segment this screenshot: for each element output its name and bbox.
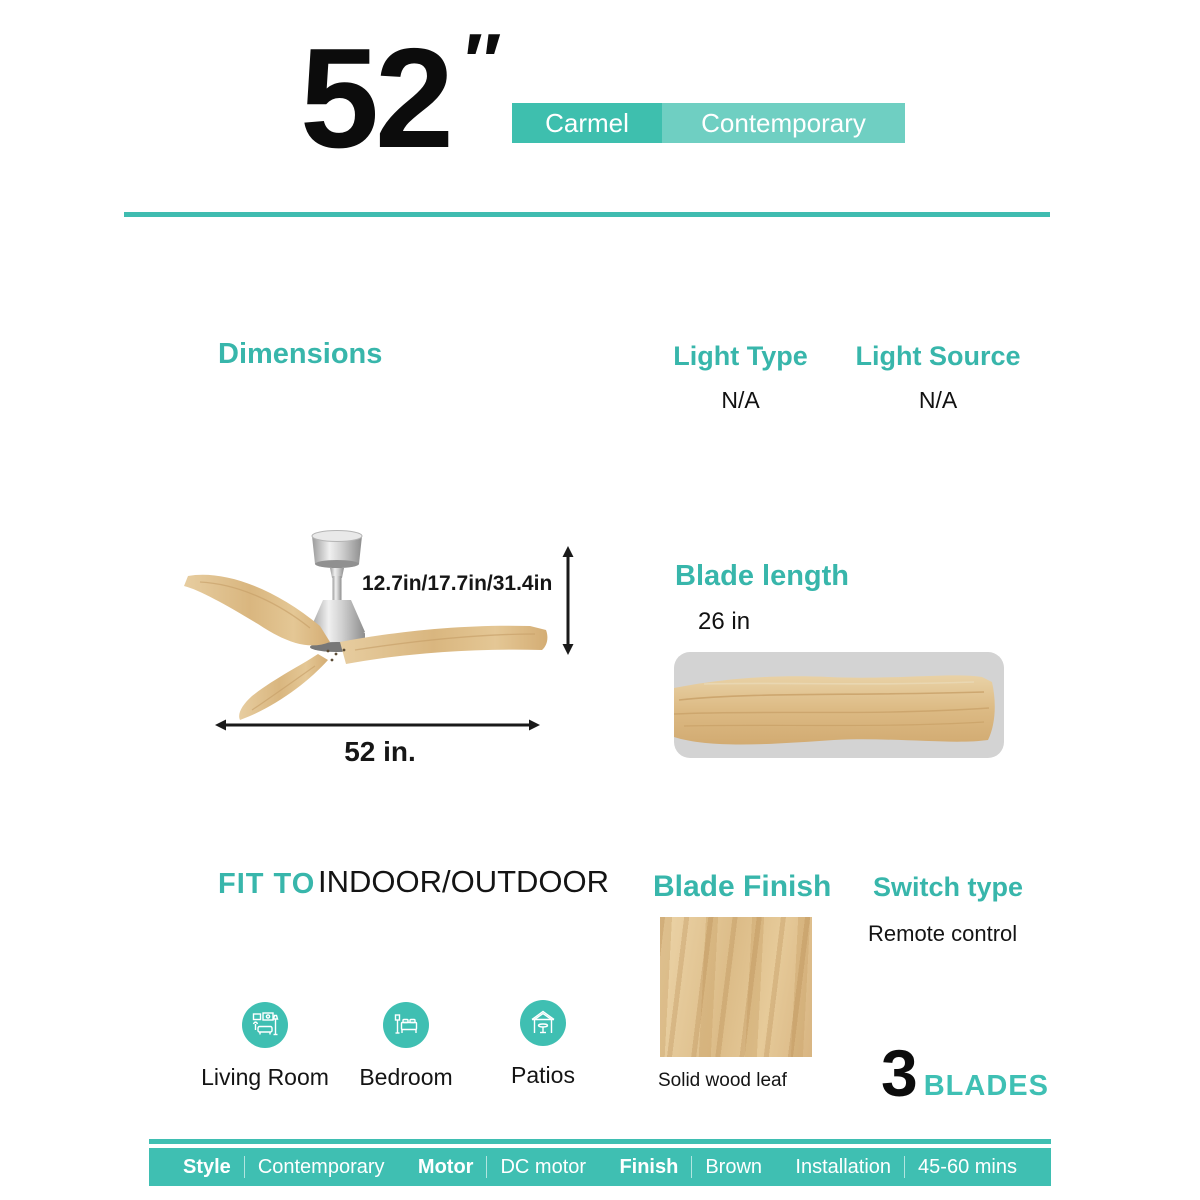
light-type-spec (658, 341, 823, 414)
footer-divider (691, 1156, 692, 1178)
footer-spec-bar (149, 1148, 1051, 1186)
living-room-icon (242, 1002, 288, 1048)
switch-type-value: Remote control (868, 921, 1018, 946)
patio-icon (520, 1000, 566, 1046)
size-number: 52 (300, 19, 450, 178)
footer-finish (619, 1156, 762, 1179)
light-type-value: N/A (721, 387, 760, 413)
blade-photo (674, 652, 1004, 758)
light-source-value: N/A (918, 387, 958, 413)
header-divider (124, 212, 1050, 217)
footer-finish-value: Brown (705, 1155, 763, 1178)
inch-mark: ″ (459, 17, 494, 105)
location-living-room (190, 1002, 340, 1091)
model-badge (512, 103, 905, 143)
blade-length-value: 26 in (698, 608, 751, 635)
fit-to-label: FIT TO (218, 868, 316, 900)
wood-finish-caption: Solid wood leaf (658, 1070, 787, 1091)
bedroom-icon (383, 1002, 429, 1048)
location-bedroom (331, 1002, 481, 1091)
location-label: Living Room (201, 1064, 329, 1090)
footer-motor-value: DC motor (500, 1155, 587, 1178)
wood-finish-swatch (660, 917, 812, 1057)
footer-motor (418, 1156, 586, 1179)
blade-count-number: 3 (881, 1036, 918, 1110)
light-source-spec (853, 341, 1023, 414)
switch-type-title: Switch type (873, 872, 1024, 902)
dimensions-title: Dimensions (218, 338, 383, 370)
footer-accent-line (149, 1139, 1051, 1144)
footer-motor-label: Motor (417, 1155, 474, 1178)
location-label: Bedroom (359, 1064, 453, 1090)
footer-divider (486, 1156, 487, 1178)
footer-divider (244, 1156, 245, 1178)
model-style-badge: Contemporary (662, 103, 905, 143)
footer-installation-value: 45-60 mins (918, 1155, 1017, 1178)
blade-finish-title: Blade Finish (653, 870, 832, 903)
location-patios (468, 1000, 618, 1089)
fan-size-heading (300, 17, 494, 178)
blade-count-word: BLADES (923, 1070, 1049, 1102)
footer-style-label: Style (183, 1155, 231, 1178)
width-dimension-label: 52 in. (344, 736, 416, 767)
model-name-badge: Carmel (512, 103, 662, 143)
light-source-label: Light Source (855, 341, 1021, 371)
light-type-label: Light Type (673, 341, 808, 371)
footer-installation (795, 1156, 1017, 1179)
blade-count (881, 1036, 1049, 1110)
fit-to-value: INDOOR/OUTDOOR (318, 864, 610, 899)
footer-divider (904, 1156, 905, 1178)
location-label: Patios (511, 1062, 575, 1088)
footer-style (183, 1156, 385, 1179)
footer-installation-label: Installation (795, 1155, 892, 1178)
footer-style-value: Contemporary (257, 1155, 385, 1178)
blade-length-title: Blade length (675, 560, 850, 592)
height-dimension-label: 12.7in/17.7in/31.4in (362, 572, 553, 595)
footer-finish-label: Finish (619, 1155, 679, 1178)
